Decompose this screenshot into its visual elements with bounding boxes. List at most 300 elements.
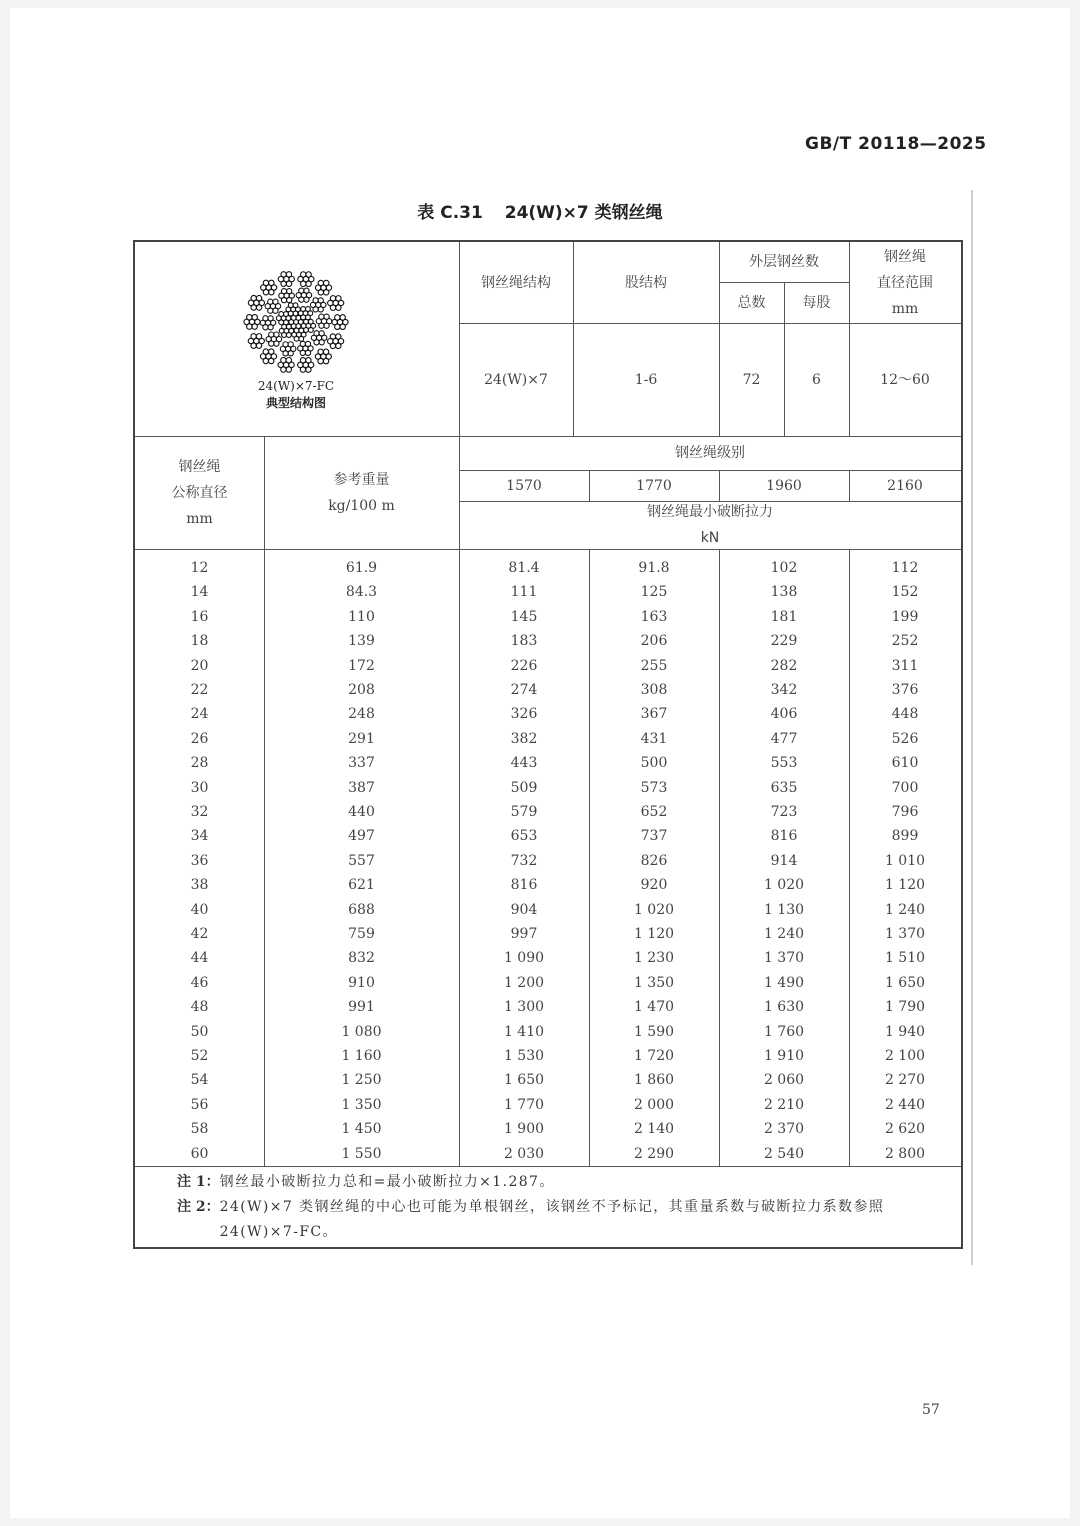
header-nominal-diameter-unit: mm xyxy=(186,510,213,527)
cell-diameter: 12 xyxy=(190,560,209,576)
wire-shape xyxy=(287,298,292,303)
cell-force-1960: 635 xyxy=(770,779,798,796)
cell-force-1770: 826 xyxy=(640,852,668,869)
cell-diameter: 32 xyxy=(190,804,209,820)
cell-force-2160: 199 xyxy=(891,608,919,625)
wire-shape xyxy=(269,290,274,295)
cell-force-1570: 1 900 xyxy=(503,1121,545,1138)
cell-ref-weight: 688 xyxy=(348,901,375,918)
cell-force-2160: 1 010 xyxy=(884,852,926,869)
cell-force-1770: 2 290 xyxy=(633,1145,675,1162)
wire-shape xyxy=(336,334,341,339)
wire-shape xyxy=(299,336,304,341)
cell-force-2160: 1 510 xyxy=(884,950,926,967)
header-strand-structure: 股结构 xyxy=(625,274,667,291)
table-row xyxy=(135,678,961,702)
wire-shape xyxy=(336,305,341,310)
value-strand-structure: 1-6 xyxy=(634,371,658,388)
cell-diameter: 16 xyxy=(190,608,209,625)
header-grade-1960: 1960 xyxy=(766,477,802,494)
wire-shape xyxy=(274,341,279,346)
header-grade: 钢丝绳级别 xyxy=(675,445,745,461)
table-row xyxy=(135,922,961,946)
wire-shape xyxy=(319,331,324,336)
wire-shape xyxy=(319,340,324,345)
cell-force-1960: 1 240 xyxy=(763,926,805,942)
wire-shape xyxy=(256,305,261,310)
cell-force-1960: 1 490 xyxy=(763,974,805,991)
note-1 xyxy=(177,1170,957,1195)
cell-force-1770: 1 590 xyxy=(633,1023,675,1040)
table-row xyxy=(135,1093,961,1117)
wire-shape xyxy=(336,343,341,348)
cell-force-1770: 2 140 xyxy=(633,1121,675,1138)
header-grade-2160: 2160 xyxy=(887,477,923,494)
rope-cross-section-diagram xyxy=(240,267,352,377)
wire-shape xyxy=(284,312,289,317)
table-row xyxy=(135,898,961,922)
cell-force-1570: 1 410 xyxy=(503,1023,545,1040)
note-2-label: 注 2： xyxy=(177,1199,220,1215)
cell-ref-weight: 1 250 xyxy=(341,1072,382,1089)
note-2 xyxy=(177,1195,957,1245)
wire-shape xyxy=(318,298,323,303)
wire-shape xyxy=(294,328,299,333)
wire-shape xyxy=(330,296,335,301)
header-diameter-range-unit: mm xyxy=(891,300,919,317)
cell-diameter: 40 xyxy=(190,901,209,918)
cell-force-2160: 1 120 xyxy=(884,877,926,894)
cell-diameter: 50 xyxy=(190,1023,209,1040)
cell-force-1770: 1 120 xyxy=(633,926,675,942)
wire-shape xyxy=(268,358,273,363)
rope-table xyxy=(133,240,963,1249)
cell-force-1570: 443 xyxy=(510,755,538,772)
cell-force-1960: 914 xyxy=(770,852,798,869)
wire-shape xyxy=(286,358,291,363)
wire-shape xyxy=(293,303,298,308)
wire-shape xyxy=(251,334,256,339)
header-nominal-diameter-line1: 钢丝绳 xyxy=(178,458,221,475)
cell-diameter: 24 xyxy=(190,706,209,723)
cell-diameter: 42 xyxy=(190,926,209,942)
cell-force-2160: 1 650 xyxy=(884,974,926,991)
wire-shape xyxy=(306,315,311,320)
table-row xyxy=(135,702,961,726)
cell-force-2160: 610 xyxy=(891,755,919,772)
cell-force-1570: 382 xyxy=(510,730,538,747)
wire-shape xyxy=(288,303,293,308)
cell-force-1570: 2 030 xyxy=(503,1145,545,1162)
cell-force-1960: 102 xyxy=(770,560,798,576)
cell-force-1770: 500 xyxy=(640,755,668,772)
header-grade-1770: 1770 xyxy=(636,477,672,494)
cell-force-1570: 904 xyxy=(510,901,538,918)
cell-force-1960: 816 xyxy=(770,828,798,845)
wire-shape xyxy=(288,342,293,347)
table-row xyxy=(135,971,961,995)
cell-ref-weight: 1 350 xyxy=(341,1096,382,1113)
cell-force-1570: 111 xyxy=(510,584,538,601)
table-row xyxy=(135,1142,961,1166)
cell-ref-weight: 759 xyxy=(348,926,375,942)
cell-force-1770: 125 xyxy=(640,584,668,601)
cell-ref-weight: 337 xyxy=(348,755,375,772)
table-row xyxy=(135,995,961,1019)
cell-force-2160: 796 xyxy=(891,804,919,820)
cell-force-2160: 311 xyxy=(891,657,919,674)
cell-ref-weight: 440 xyxy=(348,804,375,820)
cell-diameter: 58 xyxy=(190,1121,209,1138)
cell-force-1770: 308 xyxy=(640,682,668,698)
wire-shape xyxy=(252,315,257,320)
wire-shape xyxy=(286,333,291,338)
header-force-unit: kN xyxy=(700,530,720,546)
wire-shape xyxy=(324,314,329,319)
cell-force-1570: 653 xyxy=(510,828,538,845)
cell-force-1570: 732 xyxy=(510,852,538,869)
header-rope-structure: 钢丝绳结构 xyxy=(481,274,551,291)
table-row xyxy=(135,1117,961,1141)
table-row xyxy=(135,824,961,848)
cell-force-1570: 183 xyxy=(510,633,538,650)
wire-shape xyxy=(313,298,318,303)
wire-shape xyxy=(274,332,279,337)
wire-shape xyxy=(335,315,340,320)
table-row xyxy=(135,873,961,897)
wire-shape xyxy=(324,290,329,295)
wire-shape xyxy=(300,341,305,346)
cell-ref-weight: 910 xyxy=(348,974,375,991)
wire-shape xyxy=(268,325,273,330)
cell-force-1960: 2 540 xyxy=(763,1145,805,1162)
standard-number: GB/T 20118—2025 xyxy=(805,134,987,154)
cell-force-1960: 138 xyxy=(770,584,798,601)
cell-diameter: 36 xyxy=(190,852,209,869)
cell-force-1570: 81.4 xyxy=(508,560,540,576)
value-diameter-range: 12～60 xyxy=(880,371,930,388)
wire-shape xyxy=(273,308,278,313)
cell-force-2160: 1 790 xyxy=(884,999,926,1016)
cell-force-1960: 1 760 xyxy=(763,1023,805,1040)
table-row xyxy=(135,849,961,873)
table-row xyxy=(135,580,961,604)
cell-ref-weight: 1 080 xyxy=(341,1023,382,1040)
cell-force-2160: 700 xyxy=(891,779,919,796)
cell-ref-weight: 208 xyxy=(348,682,375,698)
header-nominal-diameter xyxy=(135,436,264,549)
wire-shape xyxy=(247,315,252,320)
wire-shape xyxy=(287,289,292,294)
note-1-label: 注 1： xyxy=(177,1174,220,1190)
wire-shape xyxy=(306,367,311,372)
wire-shape xyxy=(340,315,345,320)
table-row xyxy=(135,1044,961,1068)
wire-shape xyxy=(263,280,268,285)
wire-shape xyxy=(323,349,328,354)
wire-shape xyxy=(305,341,310,346)
cell-diameter: 46 xyxy=(190,974,209,991)
wire-shape xyxy=(300,358,305,363)
table-row xyxy=(135,605,961,629)
table-row xyxy=(135,776,961,800)
wire-shape xyxy=(304,288,309,293)
rule xyxy=(135,549,961,550)
cell-force-1570: 1 200 xyxy=(503,974,545,991)
cell-force-1960: 2 210 xyxy=(763,1096,805,1113)
wire-shape xyxy=(340,324,345,329)
cell-force-1770: 1 470 xyxy=(633,999,675,1016)
cell-force-1570: 1 090 xyxy=(503,950,545,967)
cell-diameter: 18 xyxy=(190,633,209,650)
header-ref-weight-label: 参考重量 xyxy=(333,471,390,488)
cell-force-1770: 737 xyxy=(640,828,668,845)
table-row xyxy=(135,654,961,678)
page-number: 57 xyxy=(922,1402,940,1418)
cell-force-1960: 181 xyxy=(770,608,798,625)
note-1-text: 钢丝最小破断拉力总和=最小破断拉力×1.287。 xyxy=(219,1174,555,1190)
wire-shape xyxy=(318,349,323,354)
cell-ref-weight: 1 550 xyxy=(341,1145,382,1162)
cell-force-1570: 1 300 xyxy=(503,999,545,1016)
cell-force-1960: 1 370 xyxy=(763,950,805,967)
cell-force-2160: 2 800 xyxy=(884,1145,926,1162)
cell-diameter: 54 xyxy=(190,1072,209,1089)
cell-force-2160: 448 xyxy=(891,706,919,723)
cell-force-1960: 1 130 xyxy=(763,901,805,918)
cell-force-1770: 573 xyxy=(640,779,668,796)
table-row xyxy=(135,629,961,653)
cell-diameter: 60 xyxy=(190,1145,209,1162)
wire-shape xyxy=(306,358,311,363)
wire-shape xyxy=(306,281,311,286)
wire-shape xyxy=(318,280,323,285)
wire-shape xyxy=(330,334,335,339)
wire-shape xyxy=(299,288,304,293)
cell-ref-weight: 139 xyxy=(348,633,375,650)
cell-ref-weight: 61.9 xyxy=(345,560,378,576)
cell-diameter: 26 xyxy=(190,730,209,747)
header-diameter-range xyxy=(849,242,961,323)
wire-shape xyxy=(306,307,311,312)
cell-force-1770: 2 000 xyxy=(633,1096,675,1113)
wire-shape xyxy=(304,297,309,302)
value-per-strand: 6 xyxy=(812,371,821,388)
cell-diameter: 44 xyxy=(190,950,209,967)
wire-shape xyxy=(279,312,284,317)
cell-force-2160: 2 620 xyxy=(884,1121,926,1138)
wire-shape xyxy=(314,331,319,336)
wire-shape xyxy=(252,324,257,329)
wire-shape xyxy=(323,358,328,363)
wire-shape xyxy=(288,351,293,356)
rule xyxy=(135,1166,961,1167)
wire-shape xyxy=(268,299,273,304)
margin-line xyxy=(971,190,973,1265)
cell-force-2160: 1 370 xyxy=(884,926,926,942)
wire-shape xyxy=(284,320,289,325)
header-per-strand: 每股 xyxy=(802,294,831,311)
cell-force-1960: 1 910 xyxy=(763,1048,805,1064)
wire-shape xyxy=(308,328,313,333)
cell-ref-weight: 832 xyxy=(348,950,375,967)
table-row xyxy=(135,751,961,775)
wire-shape xyxy=(263,349,268,354)
cell-force-1960: 477 xyxy=(770,730,798,747)
cell-force-1570: 997 xyxy=(510,926,538,942)
cell-diameter: 20 xyxy=(190,657,209,674)
cell-diameter: 52 xyxy=(190,1048,209,1064)
value-total: 72 xyxy=(742,371,761,388)
table-caption xyxy=(0,198,1080,223)
wire-shape xyxy=(286,281,291,286)
diagram-label: 24(W)×7-FC xyxy=(257,379,335,393)
cell-diameter: 22 xyxy=(190,682,209,698)
cell-diameter: 30 xyxy=(190,779,209,796)
cell-force-1570: 226 xyxy=(510,657,538,674)
wire-shape xyxy=(251,295,256,300)
cell-force-1770: 255 xyxy=(640,657,668,674)
wire-shape xyxy=(256,295,261,300)
wire-shape xyxy=(273,299,278,304)
wire-shape xyxy=(268,316,273,321)
wire-shape xyxy=(318,307,323,312)
cell-diameter: 38 xyxy=(190,877,209,894)
table-row xyxy=(135,800,961,824)
header-min-breaking-force-label: 钢丝绳最小破断拉力 xyxy=(647,504,773,520)
cell-force-1770: 1 350 xyxy=(633,974,675,991)
wire-shape xyxy=(256,334,261,339)
cell-force-2160: 152 xyxy=(891,584,919,601)
wire-shape xyxy=(336,296,341,301)
cell-ref-weight: 1 450 xyxy=(341,1121,382,1138)
cell-ref-weight: 557 xyxy=(348,852,375,869)
wire-shape xyxy=(324,280,329,285)
cell-force-2160: 526 xyxy=(891,730,919,747)
table-number: 表 C.31 xyxy=(417,203,483,223)
header-ref-weight xyxy=(264,436,459,549)
cell-force-1570: 1 650 xyxy=(503,1072,545,1089)
cell-force-1770: 91.8 xyxy=(638,560,670,576)
cell-diameter: 34 xyxy=(190,828,209,845)
header-nominal-diameter-line2: 公称直径 xyxy=(171,484,228,501)
table-row xyxy=(135,556,961,580)
header-diameter-range-line1: 钢丝绳 xyxy=(884,248,926,265)
cell-diameter: 56 xyxy=(190,1096,209,1113)
wire-shape xyxy=(269,332,274,337)
cell-force-1770: 206 xyxy=(640,633,668,650)
wire-shape xyxy=(293,311,298,316)
table-row xyxy=(135,727,961,751)
wire-shape xyxy=(281,289,286,294)
cell-force-2160: 112 xyxy=(891,560,919,576)
cell-force-1960: 723 xyxy=(770,804,798,820)
cell-force-1570: 509 xyxy=(510,779,538,796)
cell-force-1960: 229 xyxy=(770,633,798,650)
wire-shape xyxy=(263,316,268,321)
cell-force-2160: 2 100 xyxy=(884,1048,926,1064)
cell-ref-weight: 621 xyxy=(348,877,375,894)
cell-diameter: 14 xyxy=(190,584,209,601)
cell-ref-weight: 291 xyxy=(348,730,375,747)
cell-force-1960: 2 370 xyxy=(763,1121,805,1138)
cell-force-1570: 579 xyxy=(510,804,538,820)
cell-ref-weight: 387 xyxy=(348,779,375,796)
cell-force-2160: 1 940 xyxy=(884,1023,926,1040)
cell-ref-weight: 248 xyxy=(348,706,375,723)
cell-force-2160: 252 xyxy=(891,633,919,650)
cell-force-2160: 2 270 xyxy=(884,1072,926,1089)
wire-shape xyxy=(286,272,291,277)
wire-shape xyxy=(301,307,306,312)
cell-force-1960: 282 xyxy=(770,657,798,674)
header-grade-1570: 1570 xyxy=(506,477,542,494)
wire-shape xyxy=(269,280,274,285)
cell-force-1960: 1 630 xyxy=(763,999,805,1016)
cell-force-1570: 1 770 xyxy=(503,1096,545,1113)
cell-force-2160: 376 xyxy=(891,682,919,698)
cell-force-1770: 920 xyxy=(640,877,668,894)
cell-force-1770: 652 xyxy=(640,804,668,820)
cell-force-1770: 1 230 xyxy=(633,950,675,967)
cell-force-2160: 899 xyxy=(891,828,919,845)
cell-ref-weight: 84.3 xyxy=(345,584,378,601)
cell-ref-weight: 172 xyxy=(348,657,375,674)
table-notes xyxy=(177,1170,957,1245)
cell-diameter: 48 xyxy=(190,999,209,1016)
cell-force-1960: 1 020 xyxy=(763,877,805,894)
diagram-caption: 典型结构图 xyxy=(265,396,326,410)
wire-shape xyxy=(319,314,324,319)
cell-force-1570: 326 xyxy=(510,706,538,723)
cell-force-2160: 1 240 xyxy=(884,901,926,918)
cell-ref-weight: 110 xyxy=(348,608,375,625)
cell-force-1960: 2 060 xyxy=(763,1072,805,1089)
diagram-label-block xyxy=(135,378,457,412)
note-2-text: 24(W)×7 类钢丝绳的中心也可能为单根钢丝，该钢丝不予标记，其重量系数与破断拉力系数参照 24(W)×7-FC。 xyxy=(219,1199,885,1240)
cell-force-1770: 163 xyxy=(640,608,668,625)
wire-shape xyxy=(256,343,261,348)
cell-force-1770: 431 xyxy=(640,730,668,747)
table-title: 24(W)×7 类钢丝绳 xyxy=(504,203,663,223)
value-rope-structure: 24(W)×7 xyxy=(484,371,548,388)
cell-force-1960: 342 xyxy=(770,682,798,698)
cell-force-1960: 553 xyxy=(770,755,798,772)
table-row xyxy=(135,946,961,970)
cell-force-1770: 1 720 xyxy=(633,1048,675,1064)
wire-shape xyxy=(305,350,310,355)
cell-force-1770: 367 xyxy=(640,706,668,723)
wire-shape xyxy=(268,349,273,354)
cell-force-2160: 2 440 xyxy=(884,1096,926,1113)
header-total: 总数 xyxy=(737,294,766,311)
table-row xyxy=(135,1020,961,1044)
cell-force-1570: 816 xyxy=(510,877,538,894)
cell-diameter: 28 xyxy=(190,755,209,772)
cell-force-1770: 1 860 xyxy=(633,1072,675,1089)
header-outer-wires: 外层钢丝数 xyxy=(749,254,819,270)
cell-ref-weight: 1 160 xyxy=(341,1048,382,1064)
header-ref-weight-unit: kg/100 m xyxy=(328,497,395,514)
cell-ref-weight: 497 xyxy=(348,828,375,845)
cell-force-1570: 145 xyxy=(510,608,538,625)
wire-shape xyxy=(306,272,311,277)
header-min-breaking-force xyxy=(459,501,961,549)
cell-force-1770: 1 020 xyxy=(633,901,675,918)
table-row xyxy=(135,1068,961,1092)
wire-shape xyxy=(286,367,291,372)
cell-force-1570: 1 530 xyxy=(503,1048,545,1064)
